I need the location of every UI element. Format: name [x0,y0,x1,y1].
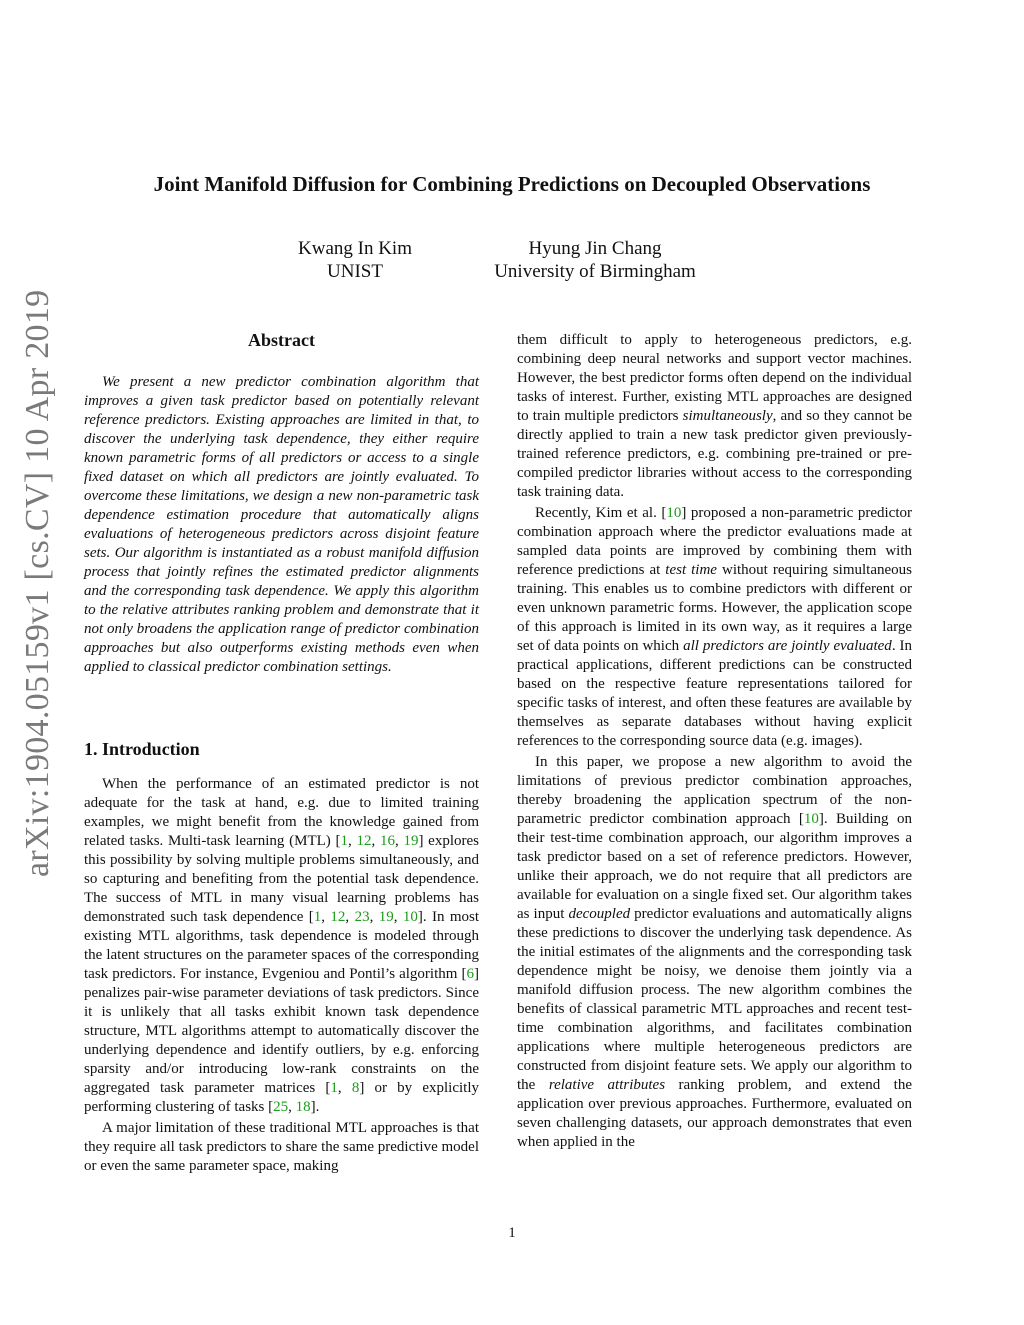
right-paragraph-1: them difficult to apply to heterogeneous predictors, e.g. combining deep neural networks and support vector machines. However, the best predictor forms often depend on the individual tasks of interest. Further, existing MTL approaches are designed to train multiple predictors simultaneously, and so they cannot be directly applied to train a new task predictor given previously-trained reference predictors, e.g. combining pre-trained or pre-compiled predictor libraries without access to the corresponding task training data. [517,332,912,500]
citation-link[interactable]: 6 [466,966,474,982]
left-column-body [84,775,479,1176]
author-name: Hyung Jin Chang [528,238,662,259]
author-name: Kwang In Kim [298,238,412,259]
citation-link[interactable]: 18 [295,1099,311,1115]
right-column-body [517,331,912,1152]
citation-link[interactable]: 19 [378,909,394,925]
author-affiliation: UNIST [327,261,383,282]
author-block-1 [255,237,455,283]
arxiv-identifier-stamp: arXiv:1904.05159v1 [cs.CV] 10 Apr 2019 [19,289,56,877]
citation-link[interactable]: 12 [356,833,372,849]
citation-link[interactable]: 12 [330,909,346,925]
citation-link[interactable]: 23 [354,909,370,925]
page-number: 1 [508,1225,516,1241]
abstract-heading: Abstract [248,330,315,350]
right-paragraph-3: In this paper, we propose a new algorithm to avoid the limitations of previous predictor combination approaches, thereby broadening the application spectrum of the non-parametric predictor combination approach [10]. Building on their test-time combination approach, our algorithm improves a task predictor based on a set of reference predictors. However, unlike their approach, we do not require that all predictors are available for evaluation on a single fixed set. Our algorithm takes as input decoupled predictor evaluations and automatically aligns these predictions to discover the underlying task dependence. As the initial estimates of the alignments and the corresponding task dependence might be noisy, we denoise them jointly via a manifold diffusion process. The new algorithm combines the benefits of classical parametric MTL approaches and recent test-time combination algorithms, and facilitates combination applications where multiple heterogeneous predictors are constructed from disjoint feature sets. We apply our algorithm to the relative attributes ranking problem, and extend the application over previous approaches. Furthermore, evaluated on seven challenging datasets, our approach demonstrates that even when applied in the [517,754,912,1150]
section-heading-introduction: 1. Introduction [84,739,200,759]
citation-link[interactable]: 8 [351,1080,360,1096]
right-paragraph-2: Recently, Kim et al. [10] proposed a non-parametric predictor combination approach where the predictor evaluations made at sampled data points are improved by combining them with reference predictions at test time without requiring simultaneous training. This enables us to combine predictors with different or even unknown parametric forms. However, the application scope of this approach is limited in its own way, as it requires a large set of data points on which all predictors are jointly evaluated. In practical applications, different predictions can be constructed based on the respective feature representations tailored for specific tasks of interest, and often these features are available by themselves as separate databases without having explicit references to the corresponding source data (e.g. images). [517,505,912,749]
intro-paragraph-1: When the performance of an estimated predictor is not adequate for the task at hand, e.g. due to limited training examples, we might benefit from the knowledge gained from related tasks. Multi-task learning (MTL) [1, 12, 16, 19] explores this possibility by solving multiple problems simultaneously, and so capturing and benefiting from the potential task dependence. The success of MTL in many visual learning problems has demonstrated such task dependence [1, 12, 23, 19, 10]. In most existing MTL algorithms, task dependence is modeled through the latent structures on the parameter spaces of the corresponding task predictors. For instance, Evgeniou and Pontil’s algorithm [6] penalizes pair-wise parameter deviations of task predictors. Since it is unlikely that all tasks exhibit known task dependence structure, MTL algorithms attempt to automatically discover the underlying dependence and identify outliers, by e.g. enforcing sparsity and/or introducing low-rank constraints on the aggregated task parameter matrices [1, 8] or by explicitly performing clustering of tasks [25, 18]. [84,776,480,1115]
citation-link[interactable]: 19 [403,833,419,849]
abstract-text: We present a new predictor combination algorithm that improves a given task predictor based on potentially relevant reference predictors. Existing approaches are limited in that, to discover the underlying task dependence, they either require known parametric forms of all predictors or access to a single fixed dataset on which all predictors are jointly evaluated. To overcome these limitations, we design a new non-parametric task dependence estimation procedure that automatically aligns evaluations of heterogeneous predictors across disjoint feature sets. Our algorithm is instantiated as a robust manifold diffusion process that jointly refines the estimated predictor alignments and the corresponding task dependence. We apply this algorithm to the relative attributes ranking problem and demonstrate that it not only broadens the application range of predictor combination approaches but also outperforms existing methods even when applied to classical predictor combination settings. [84,374,479,675]
citation-link[interactable]: 1 [313,909,322,925]
paper-title: Joint Manifold Diffusion for Combining Predictions on Decoupled Observations [153,172,871,196]
author-affiliation: University of Birmingham [494,261,696,282]
citation-link[interactable]: 10 [402,909,418,925]
citation-link[interactable]: 16 [379,833,395,849]
citation-link[interactable]: 1 [340,833,348,849]
citation-link[interactable]: 1 [330,1080,338,1096]
citation-link[interactable]: 25 [273,1099,289,1115]
intro-paragraph-2: A major limitation of these traditional MTL approaches is that they require all task predictors to share the same predictive model or even the same parameter space, making [84,1120,479,1174]
citation-link[interactable]: 10 [803,811,819,827]
citation-link[interactable]: 10 [666,505,682,521]
author-block-2 [475,237,715,283]
